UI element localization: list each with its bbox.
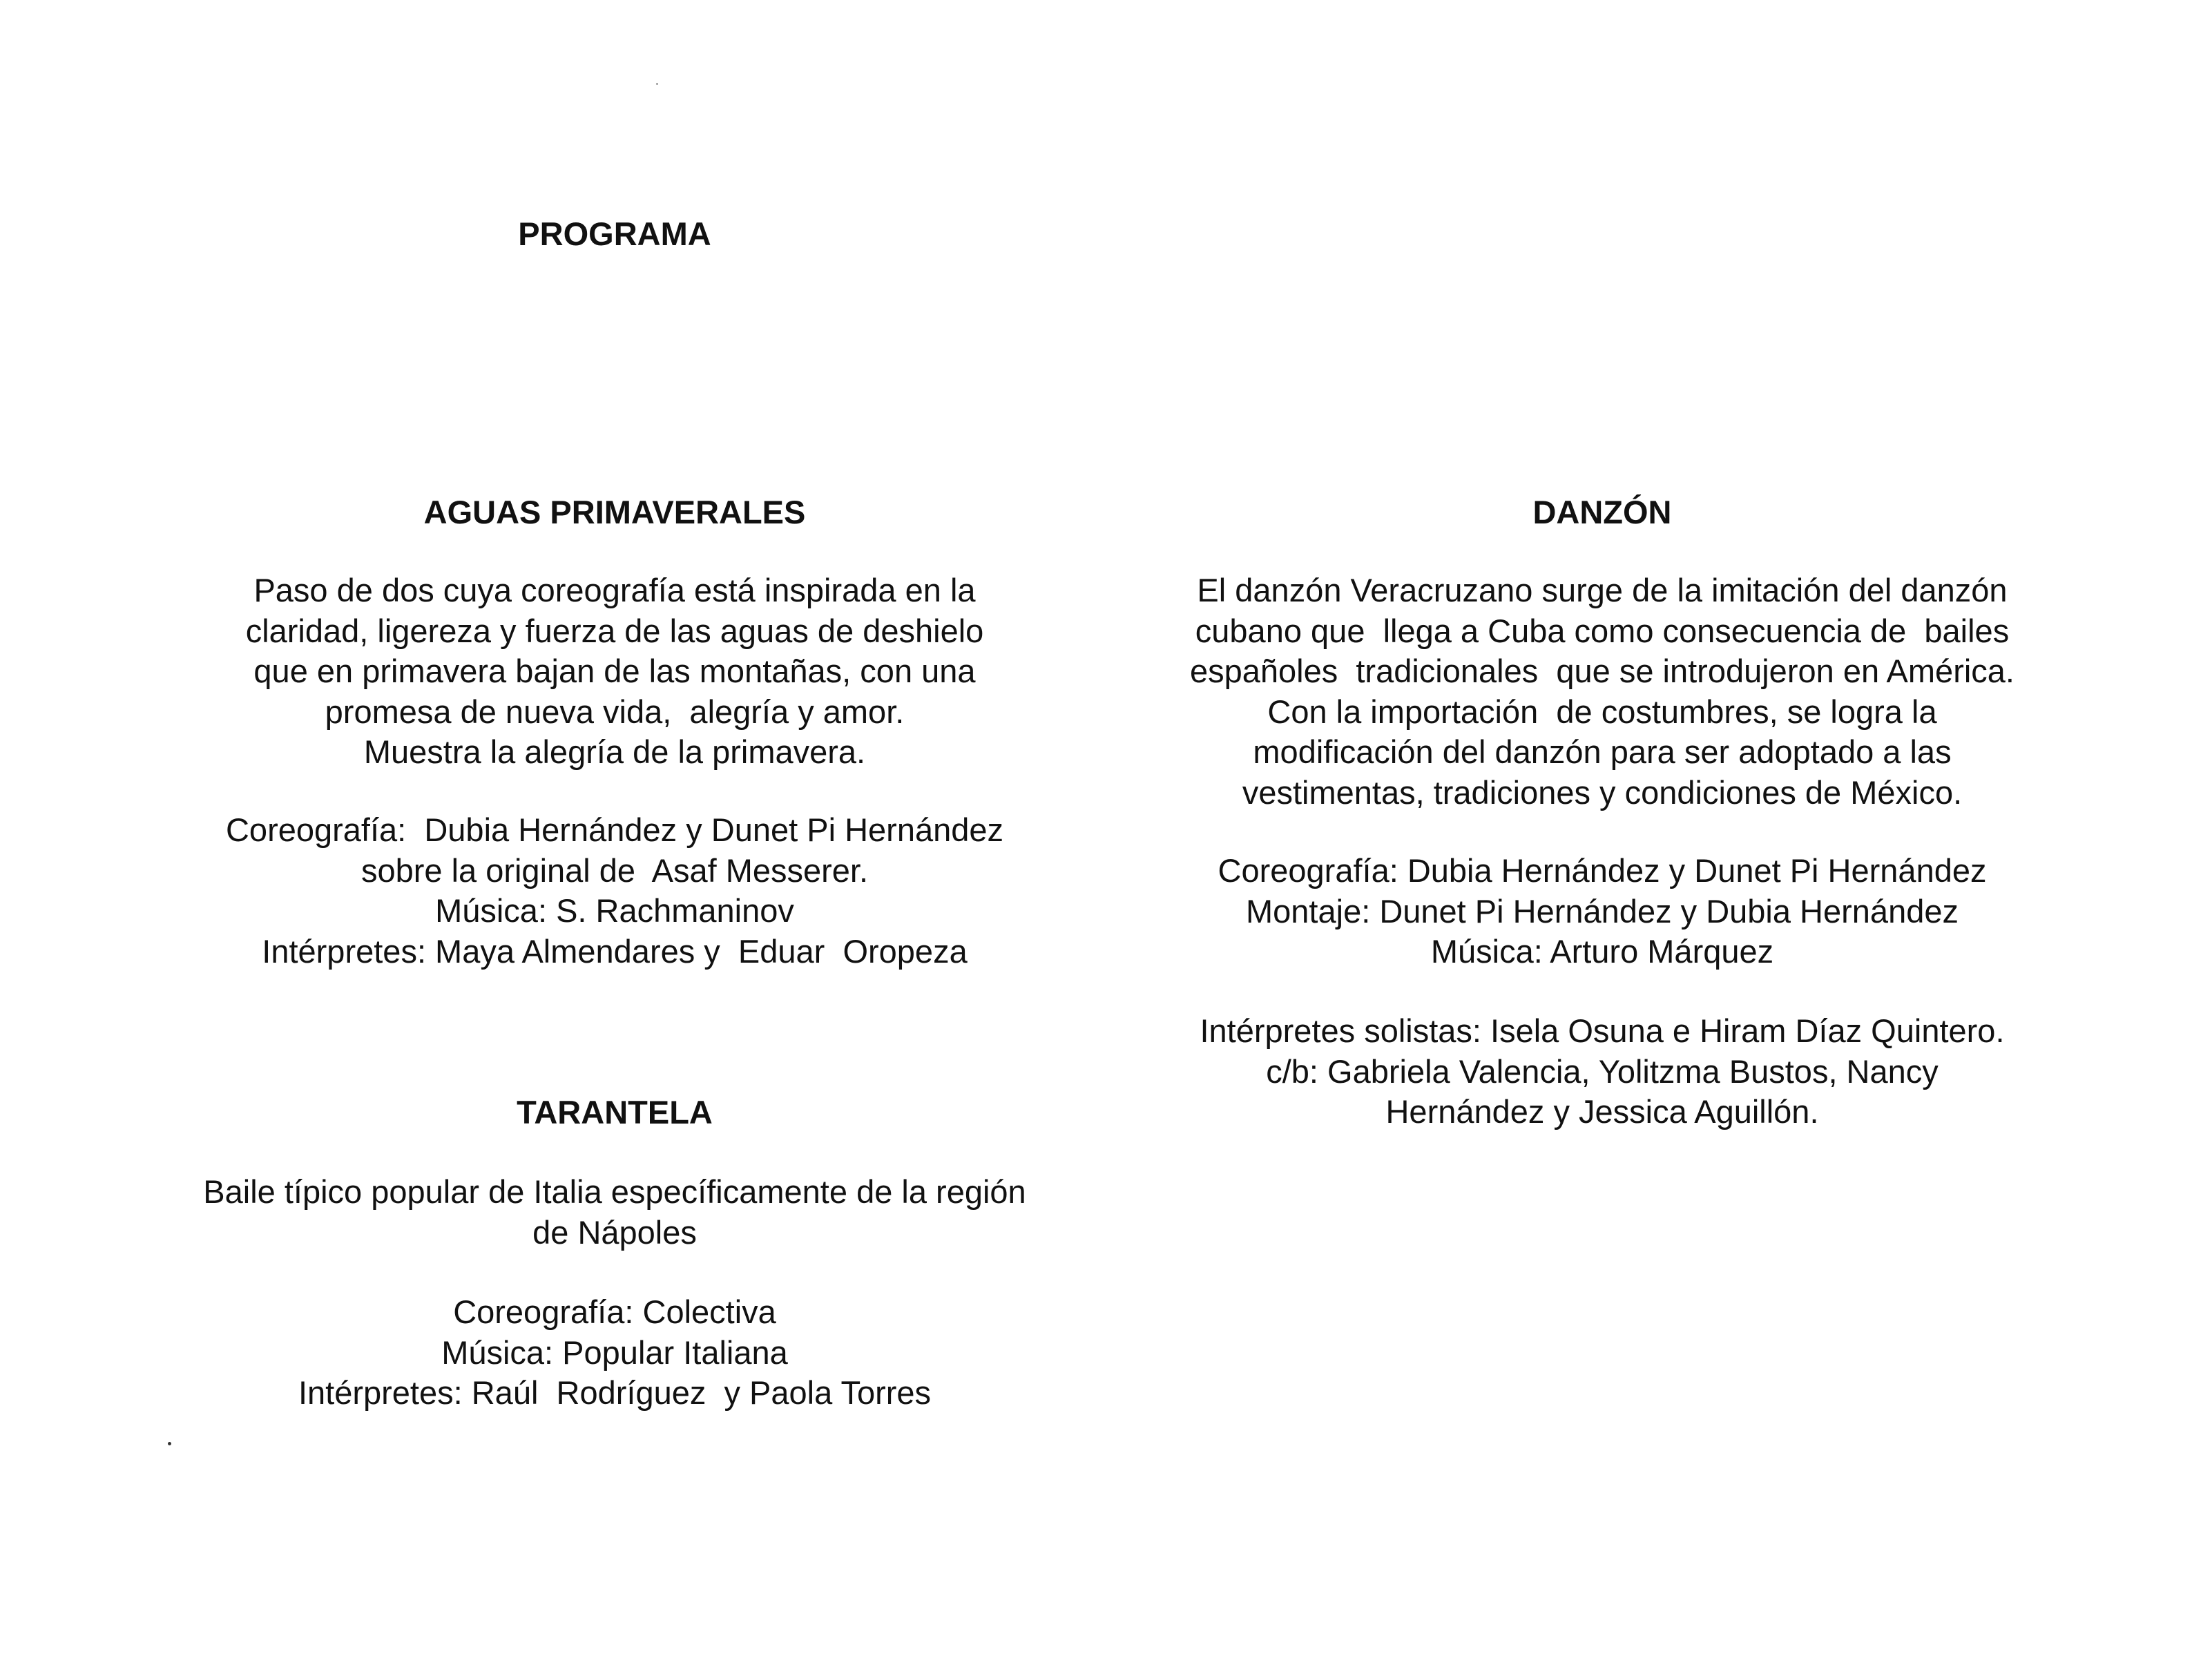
danzon-credit-line: Coreografía: Dubia Hernández y Dunet Pi Hernández <box>1218 852 1987 889</box>
tarantela-description-line: Baile típico popular de Italia específicamente de la región <box>203 1173 1026 1210</box>
tarantela-credits <box>124 1292 1105 1414</box>
danzon-credits <box>1133 851 2072 972</box>
aguas-credit-line: Coreografía: Dubia Hernández y Dunet Pi Hernández <box>225 811 1004 848</box>
left-column <box>124 0 1105 1656</box>
tarantela-credit-line: Coreografía: Colectiva <box>453 1293 776 1330</box>
tarantela-credit-line: Música: Popular Italiana <box>441 1334 788 1371</box>
aguas-description-line: Paso de dos cuya coreografía está inspirada en la <box>253 572 976 608</box>
danzon-description <box>1133 570 2072 813</box>
danzon-description-line: vestimentas, tradiciones y condiciones de México. <box>1242 773 1963 811</box>
aguas-description-line: que en primavera bajan de las montañas, con una <box>253 653 976 689</box>
danzon-description-line: El danzón Veracruzano surge de la imitación del danzón <box>1197 572 2008 608</box>
aguas-description-line: claridad, ligereza y fuerza de las aguas de deshielo <box>245 612 984 649</box>
right-column <box>1133 0 2072 1656</box>
program-title: PROGRAMA <box>518 215 711 252</box>
aguas-credit-line: sobre la original de Asaf Messerer. <box>360 851 869 889</box>
aguas-description-line: promesa de nueva vida, alegría y amor. <box>325 693 905 730</box>
danzon-performer-line: Intérpretes solistas: Isela Osuna e Hiram Díaz Quintero. <box>1200 1012 2005 1049</box>
danzon-performer-line: Hernández y Jessica Aguillón. <box>1385 1093 1819 1130</box>
danzon-performers <box>1133 1011 2072 1133</box>
danzon-description-line: cubano que llega a Cuba como consecuencia de bailes <box>1195 612 2010 649</box>
danzon-credit-line: Montaje: Dunet Pi Hernández y Dubia Hernández <box>1246 892 1959 930</box>
scan-speck <box>656 83 658 85</box>
danzon-performer-line: c/b: Gabriela Valencia, Yolitzma Bustos, Nancy <box>1266 1052 1939 1090</box>
tarantela-description <box>124 1172 1105 1253</box>
danzon-description-line: modificación del danzón para ser adoptado a las <box>1253 733 1952 770</box>
tarantela-credit-line: Intérpretes: Raúl Rodríguez y Paola Torres <box>298 1374 932 1411</box>
danzon-credit-line: Música: Arturo Márquez <box>1430 933 1774 970</box>
aguas-credit-line: Música: S. Rachmaninov <box>435 892 794 929</box>
aguas-credits <box>124 810 1105 972</box>
section-title-danzon: DANZÓN <box>1532 494 1672 530</box>
section-title-aguas-primaverales: AGUAS PRIMAVERALES <box>423 494 806 530</box>
danzon-description-line: españoles tradicionales que se introdujeron en América. <box>1189 653 2014 689</box>
aguas-credit-line: Intérpretes: Maya Almendares y Eduar Oropeza <box>262 932 968 970</box>
danzon-description-line: Con la importación de costumbres, se logra la <box>1267 693 1937 730</box>
aguas-description-line: Muestra la alegría de la primavera. <box>363 733 866 770</box>
tarantela-description-line: de Nápoles <box>532 1213 697 1251</box>
scan-speck <box>168 1442 171 1445</box>
section-title-tarantela: TARANTELA <box>517 1094 713 1130</box>
aguas-description <box>124 570 1105 773</box>
